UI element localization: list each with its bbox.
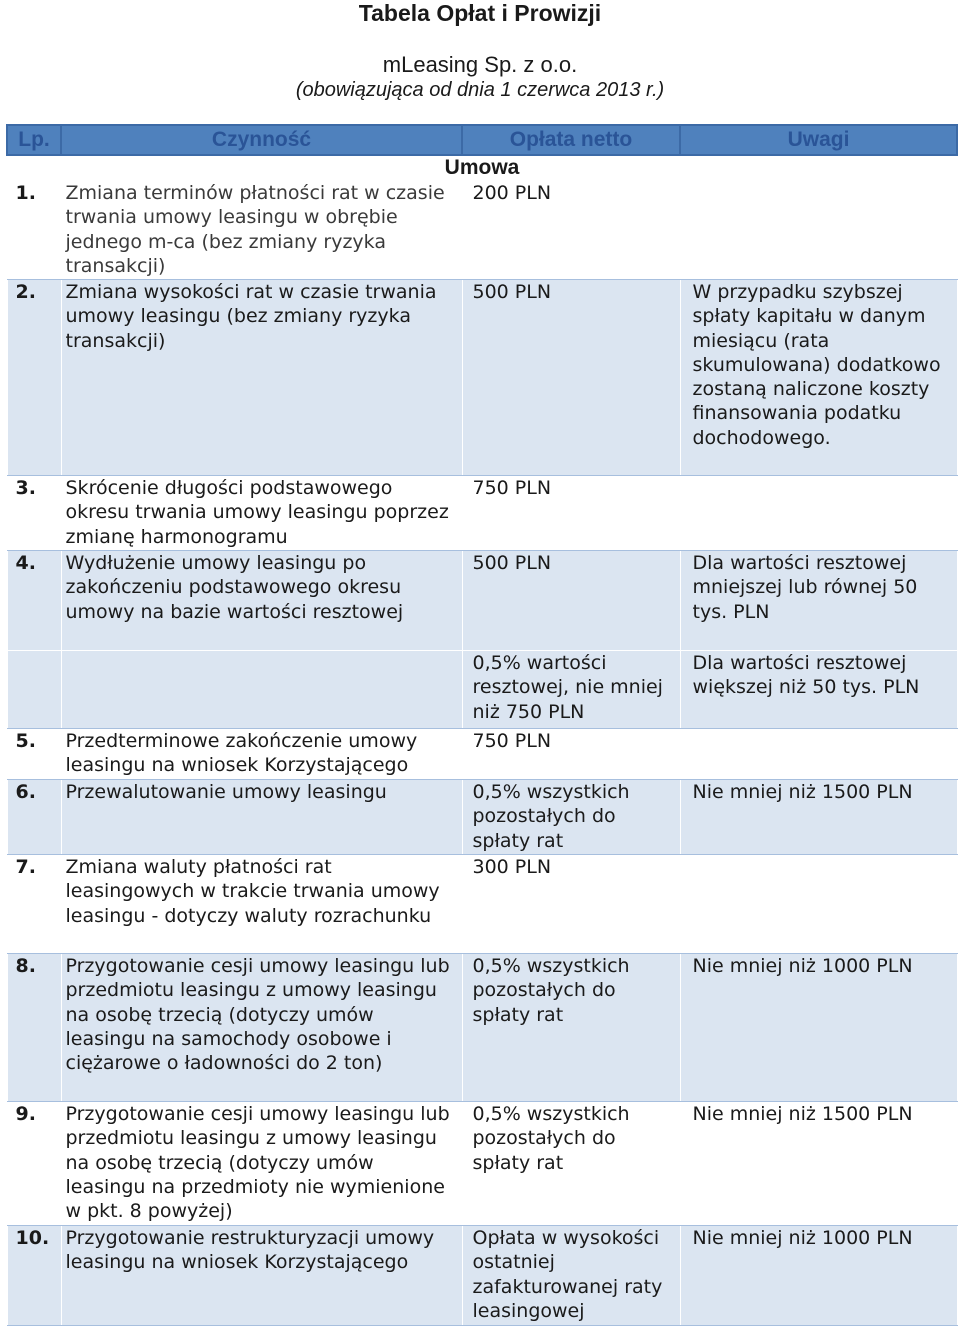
table-row <box>7 476 957 551</box>
row-description: Przewalutowanie umowy leasingu <box>61 780 462 855</box>
row-fee: 0,5% wszystkich pozostałych do spłaty rat <box>462 1102 680 1226</box>
row-fee: 500 PLN <box>462 551 680 651</box>
row-note: W przypadku szybszej spłaty kapitału w danym miesiącu (rata skumulowana) dodatkowo zostaną naliczone koszty finansowania podatku dochodowego. <box>680 280 957 476</box>
row-description: Przygotowanie restrukturyzacji umowy leasingu na wniosek Korzystającego <box>61 1226 462 1326</box>
table-row <box>7 780 957 855</box>
row-fee: 0,5% wszystkich pozostałych do spłaty rat <box>462 780 680 855</box>
row-description: Wydłużenie umowy leasingu po zakończeniu podstawowego okresu umowy na bazie wartości resztowej <box>61 551 462 651</box>
row-number <box>7 651 61 729</box>
row-number: 10. <box>7 1226 61 1326</box>
row-description <box>61 651 462 729</box>
row-description: Przygotowanie cesji umowy leasingu lub przedmiotu leasingu z umowy leasingu na osobę trzecią (dotyczy umów leasingu na samochody osobowe i ciężarowe o ładowności do 2 ton) <box>61 954 462 1102</box>
row-number: 4. <box>7 551 61 651</box>
row-number: 3. <box>7 476 61 551</box>
row-fee: Opłata w wysokości ostatniej zafakturowanej raty leasingowej <box>462 1226 680 1326</box>
row-number: 9. <box>7 1102 61 1226</box>
column-header-uwagi: Uwagi <box>680 125 957 155</box>
row-note: Dla wartości resztowej większej niż 50 tys. PLN <box>680 651 957 729</box>
row-note <box>680 729 957 780</box>
column-header-czynnosc: Czynność <box>61 125 462 155</box>
row-fee: 0,5% wartości resztowej, nie mniej niż 750 PLN <box>462 651 680 729</box>
row-number: 2. <box>7 280 61 476</box>
section-row <box>7 155 957 181</box>
table-row <box>7 855 957 954</box>
row-note: Dla wartości resztowej mniejszej lub równej 50 tys. PLN <box>680 551 957 651</box>
row-description: Zmiana waluty płatności rat leasingowych w trakcie trwania umowy leasingu - dotyczy waluty rozrachunku <box>61 855 462 954</box>
row-description: Skrócenie długości podstawowego okresu trwania umowy leasingu poprzez zmianę harmonogramu <box>61 476 462 551</box>
column-header-oplata: Opłata netto <box>462 125 680 155</box>
row-fee: 300 PLN <box>462 855 680 954</box>
row-number: 8. <box>7 954 61 1102</box>
row-note: Nie mniej niż 1000 PLN <box>680 1226 957 1326</box>
fee-table <box>6 124 958 1326</box>
table-row <box>7 954 957 1102</box>
row-number: 6. <box>7 780 61 855</box>
row-note <box>680 476 957 551</box>
row-fee: 750 PLN <box>462 476 680 551</box>
table-row <box>7 181 957 280</box>
row-note: Nie mniej niż 1000 PLN <box>680 954 957 1102</box>
row-description: Zmiana wysokości rat w czasie trwania umowy leasingu (bez zmiany ryzyka transakcji) <box>61 280 462 476</box>
row-description: Zmiana terminów płatności rat w czasie trwania umowy leasingu w obrębie jednego m-ca (bez zmiany ryzyka transakcji) <box>61 181 462 280</box>
table-row <box>7 729 957 780</box>
table-row <box>7 651 957 729</box>
section-label: Umowa <box>444 156 520 179</box>
row-fee: 0,5% wszystkich pozostałych do spłaty rat <box>462 954 680 1102</box>
company-name: mLeasing Sp. z o.o. <box>382 52 578 77</box>
row-fee: 200 PLN <box>462 181 680 280</box>
document-title: Tabela Opłat i Prowizji <box>358 0 602 26</box>
row-number: 5. <box>7 729 61 780</box>
table-row <box>7 551 957 651</box>
row-number: 7. <box>7 855 61 954</box>
validity-date: (obowiązująca od dnia 1 czerwca 2013 r.) <box>295 79 665 101</box>
row-fee: 500 PLN <box>462 280 680 476</box>
row-fee: 750 PLN <box>462 729 680 780</box>
row-number: 1. <box>7 181 61 280</box>
table-row <box>7 280 957 476</box>
row-description: Przygotowanie cesji umowy leasingu lub przedmiotu leasingu z umowy leasingu na osobę trzecią (dotyczy umów leasingu na przedmioty nie wymienione w pkt. 8 powyżej) <box>61 1102 462 1226</box>
table-row <box>7 1226 957 1326</box>
row-note <box>680 181 957 280</box>
column-header-lp: Lp. <box>7 125 61 155</box>
row-note: Nie mniej niż 1500 PLN <box>680 780 957 855</box>
row-note: Nie mniej niż 1500 PLN <box>680 1102 957 1226</box>
row-description: Przedterminowe zakończenie umowy leasingu na wniosek Korzystającego <box>61 729 462 780</box>
table-header-row <box>7 125 957 155</box>
row-note <box>680 855 957 954</box>
table-row <box>7 1102 957 1226</box>
